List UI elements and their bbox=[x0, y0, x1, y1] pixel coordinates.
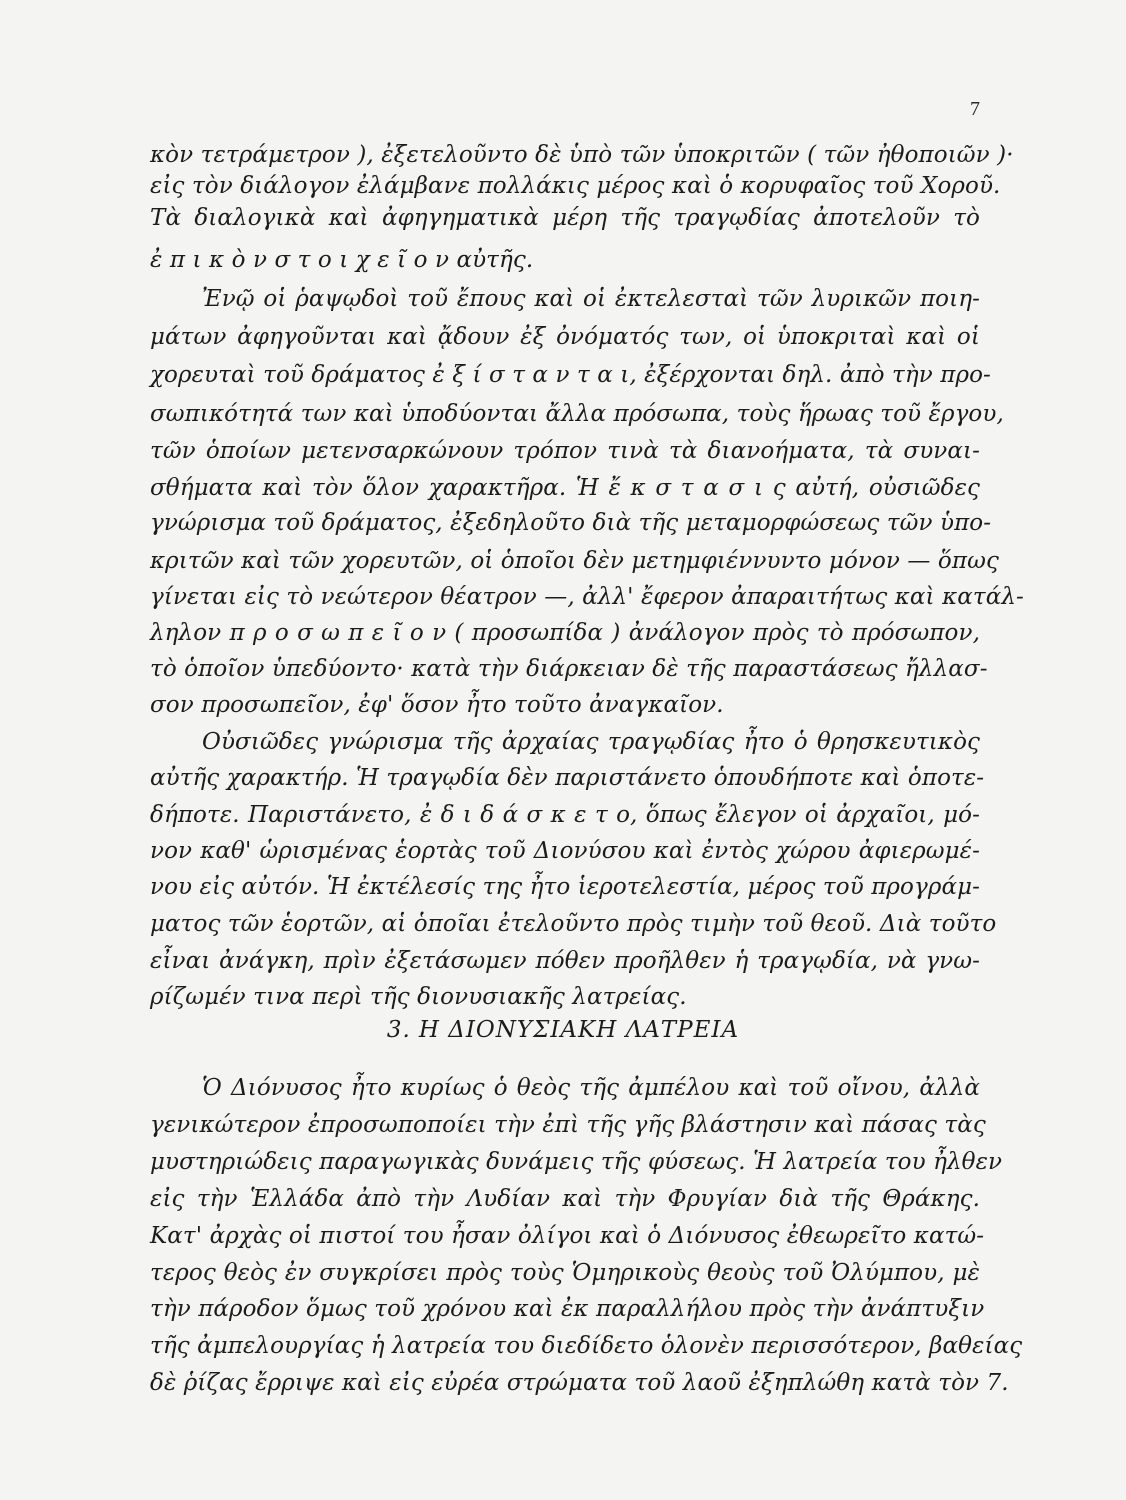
text-line: σθήματα καὶ τὸν ὅλον χαρακτῆρα. Ἡ ἔ κ σ τ α σ ι ς αὐτή, οὐσιῶδες bbox=[150, 475, 980, 501]
text-line: μάτων ἀφηγοῦνται καὶ ᾄδουν ἐξ ὀνόματός των, οἱ ὑποκριταὶ καὶ οἱ bbox=[150, 324, 980, 350]
text-line: Οὐσιῶδες γνώρισμα τῆς ἀρχαίας τραγῳδίας ἦτο ὁ θρησκευτικὸς bbox=[202, 729, 980, 755]
text-line: νου εἰς αὐτόν. Ἡ ἐκτέλεσίς της ἦτο ἱεροτελεστία, μέρος τοῦ προγράμ- bbox=[150, 874, 980, 900]
text-line: ματος τῶν ἑορτῶν, αἱ ὁποῖαι ἐτελοῦντο πρὸς τιμὴν τοῦ θεοῦ. Διὰ τοῦτο bbox=[150, 911, 997, 937]
text-line: δήποτε. Παριστάνετο, ἐ δ ι δ ά σ κ ε τ ο, ὅπως ἔλεγον οἱ ἀρχαῖοι, μό- bbox=[150, 802, 980, 828]
text-line: τὸ ὁποῖον ὑπεδύοντο· κατὰ τὴν διάρκειαν δὲ τῆς παραστάσεως ἤλλασ- bbox=[150, 656, 988, 682]
text-line: εἰς τὸν διάλογον ἐλάμβανε πολλάκις μέρος καὶ ὁ κορυφαῖος τοῦ Χοροῦ. bbox=[150, 173, 1001, 199]
text-line: τὴν πάροδον ὅμως τοῦ χρόνου καὶ ἐκ παραλλήλου πρὸς τὴν ἀνάπτυξιν bbox=[150, 1296, 985, 1322]
text-line: Κατ' ἀρχὰς οἱ πιστοί του ἦσαν ὀλίγοι καὶ ὁ Διόνυσος ἐθεωρεῖτο κατώ- bbox=[150, 1223, 985, 1249]
text-line: γενικώτερον ἐπροσωποποίει τὴν ἐπὶ τῆς γῆς βλάστησιν καὶ πάσας τὰς bbox=[150, 1112, 986, 1138]
text-line: κὸν τετράμετρον ), ἐξετελοῦντο δὲ ὑπὸ τῶν ὑποκριτῶν ( τῶν ἠθοποιῶν )· bbox=[150, 142, 1014, 168]
text-line: Ὁ Διόνυσος ἦτο κυρίως ὁ θεὸς τῆς ἀμπέλου καὶ τοῦ οἴνου, ἀλλὰ bbox=[202, 1075, 980, 1101]
text-line: ἐ π ι κ ὸ ν σ τ ο ι χ ε ῖ ο ν αὐτῆς. bbox=[150, 247, 534, 273]
text-line: αὐτῆς χαρακτήρ. Ἡ τραγῳδία δὲν παριστάνετο ὁπουδήποτε καὶ ὁποτε- bbox=[150, 765, 985, 791]
text-line: τῶν ὁποίων μετενσαρκώνουν τρόπον τινὰ τὰ διανοήματα, τὰ συναι- bbox=[150, 438, 980, 464]
text-line: ρίζωμέν τινα περὶ τῆς διονυσιακῆς λατρείας. bbox=[150, 984, 687, 1010]
text-line: γίνεται εἰς τὸ νεώτερον θέατρον —, ἀλλ' ἔφερον ἀπαραιτήτως καὶ κατάλ- bbox=[150, 584, 1024, 610]
text-line: νον καθ' ὡρισμένας ἑορτὰς τοῦ Διονύσου καὶ ἐντὸς χώρου ἀφιερωμέ- bbox=[150, 838, 980, 864]
text-line: σον προσωπεῖον, ἐφ' ὅσον ἦτο τοῦτο ἀναγκαῖον. bbox=[150, 692, 724, 718]
text-line: τερος θεὸς ἐν συγκρίσει πρὸς τοὺς Ὁμηρικοὺς θεοὺς τοῦ Ὀλύμπου, μὲ bbox=[150, 1260, 980, 1286]
section-heading bbox=[0, 1015, 1126, 1045]
text-line: τῆς ἀμπελουργίας ἡ λατρεία του διεδίδετο ὁλονὲν περισσότερον, βαθείας bbox=[150, 1333, 1023, 1359]
text-line: μυστηριώδεις παραγωγικὰς δυνάμεις τῆς φύσεως. Ἡ λατρεία του ἦλθεν bbox=[150, 1149, 1003, 1175]
section-title: Η ΔΙΟΝΥΣΙΑΚΗ ΛΑΤΡΕΙΑ bbox=[418, 1017, 740, 1043]
text-line: Τὰ διαλογικὰ καὶ ἀφηγηματικὰ μέρη τῆς τραγῳδίας ἀποτελοῦν τὸ bbox=[150, 205, 980, 231]
text-line: εἶναι ἀνάγκη, πρὶν ἐξετάσωμεν πόθεν προῆλθεν ἡ τραγῳδία, νὰ γνω- bbox=[150, 948, 980, 974]
text-line: Ἐνῷ οἱ ῥαψῳδοὶ τοῦ ἔπους καὶ οἱ ἐκτελεσταὶ τῶν λυρικῶν ποιη- bbox=[202, 286, 980, 312]
text-line: εἰς τὴν Ἑλλάδα ἀπὸ τὴν Λυδίαν καὶ τὴν Φρυγίαν διὰ τῆς Θράκης. bbox=[150, 1186, 980, 1212]
text-line: σωπικότητά των καὶ ὑποδύονται ἄλλα πρόσωπα, τοὺς ἥρωας τοῦ ἔργου, bbox=[150, 401, 1004, 427]
page-number: 7 bbox=[970, 98, 980, 120]
text-line: χορευταὶ τοῦ δράματος ἐ ξ ί σ τ α ν τ α ι, ἐξέρχονται δηλ. ἀπὸ τὴν προ- bbox=[150, 362, 991, 388]
text-line: κριτῶν καὶ τῶν χορευτῶν, οἱ ὁποῖοι δὲν μετημφιέννυντο μόνον — ὅπως bbox=[150, 548, 999, 574]
text-line: ληλον π ρ ο σ ω π ε ῖ ο ν ( προσωπίδα ) ἀνάλογον πρὸς τὸ πρόσωπον, bbox=[150, 620, 980, 646]
text-line: δὲ ῥίζας ἔρριψε καὶ εἰς εὐρέα στρώματα τοῦ λαοῦ ἐξηπλώθη κατὰ τὸν 7. bbox=[150, 1370, 1009, 1396]
section-number: 3. bbox=[386, 1017, 411, 1043]
text-line: γνώρισμα τοῦ δράματος, ἐξεδηλοῦτο διὰ τῆς μεταμορφώσεως τῶν ὑπο- bbox=[150, 510, 992, 536]
